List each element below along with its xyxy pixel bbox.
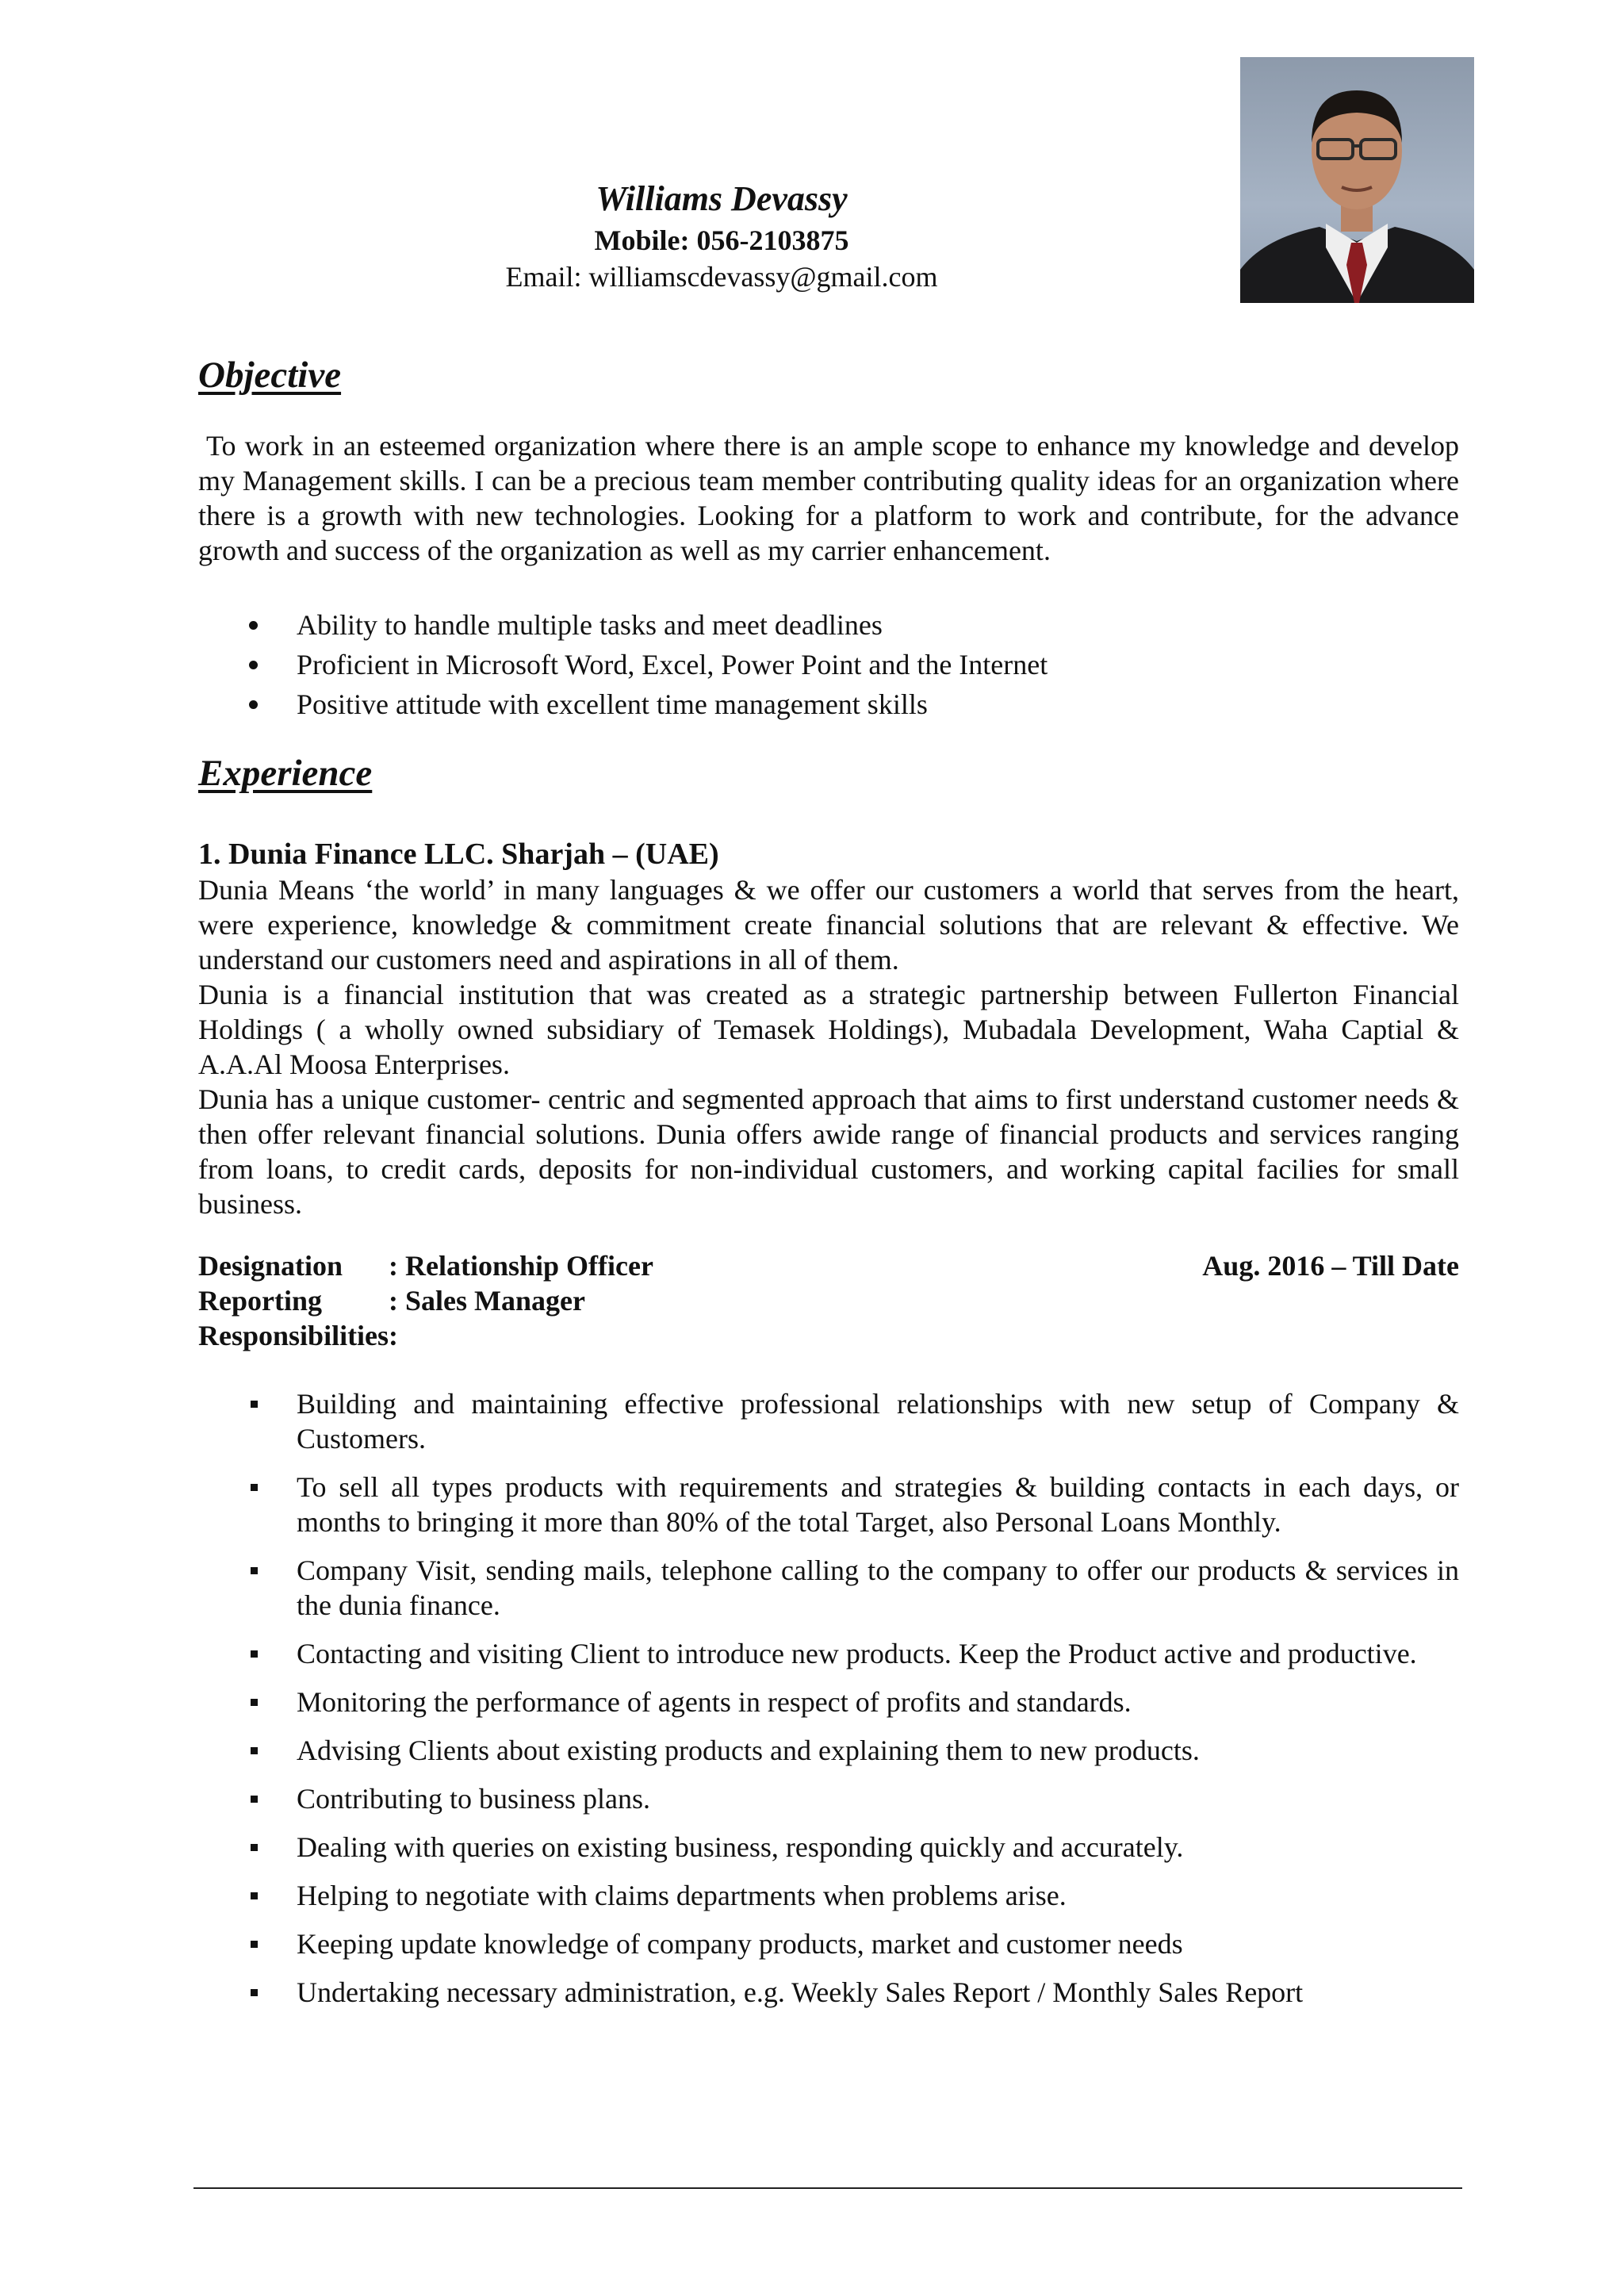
objective-text: To work in an esteemed organization where there is an ample scope to enhance my knowledge and develop my Management skills. I can be a precious team member contributing quality ideas for an organization where there is a growth with new technologies. Looking for a platform to work and contribute, for the advance growth and success of the organization as well as my carrier enhancement. bbox=[198, 430, 1459, 566]
bullet-icon bbox=[249, 661, 258, 669]
reporting-row bbox=[198, 1283, 1459, 1318]
list-item: Keeping update knowledge of company products, market and customer needs bbox=[198, 1926, 1459, 1961]
square-bullet-icon bbox=[251, 1484, 258, 1491]
designation-value: : Relationship Officer bbox=[389, 1250, 653, 1282]
portrait-illustration bbox=[1240, 57, 1474, 303]
list-item: Building and maintaining effective professional relationships with new setup of Company & Customers. bbox=[198, 1386, 1459, 1456]
list-item: Company Visit, sending mails, telephone calling to the company to offer our products & services in the dunia finance. bbox=[198, 1553, 1459, 1623]
designation-label: Designation bbox=[198, 1250, 343, 1282]
list-item: Contacting and visiting Client to introduce new products. Keep the Product active and productive. bbox=[198, 1636, 1459, 1671]
square-bullet-icon bbox=[251, 1844, 258, 1851]
square-bullet-icon bbox=[251, 1699, 258, 1706]
list-item: Proficient in Microsoft Word, Excel, Power Point and the Internet bbox=[198, 645, 1459, 684]
square-bullet-icon bbox=[251, 1989, 258, 1996]
square-bullet-icon bbox=[251, 1747, 258, 1754]
square-bullet-icon bbox=[251, 1650, 258, 1658]
list-item: Dealing with queries on existing business, responding quickly and accurately. bbox=[198, 1830, 1459, 1865]
company-description bbox=[198, 872, 1459, 1221]
bullet-icon bbox=[249, 700, 258, 709]
list-item: Advising Clients about existing products and explaining them to new products. bbox=[198, 1733, 1459, 1768]
candidate-name: Williams Devassy bbox=[596, 179, 848, 218]
company-title: 1. Dunia Finance LLC. Sharjah – (UAE) bbox=[198, 838, 719, 871]
mobile-number: Mobile: 056-2103875 bbox=[594, 224, 849, 256]
list-item: To sell all types products with requirements and strategies & building contacts in each days, or months to bringing it more than 80% of the total Target, also Personal Loans Monthly. bbox=[198, 1470, 1459, 1539]
email-address: Email: williamscdevassy@gmail.com bbox=[505, 261, 938, 293]
description-paragraph: Dunia is a financial institution that was created as a strategic partnership between Fullerton Financial Holdings ( a wholly owned subsidiary of Temasek Holdings), Mubadala Development, Waha Captial & A.A.Al Moosa Enterprises. bbox=[198, 979, 1459, 1080]
list-item: Ability to handle multiple tasks and meet deadlines bbox=[198, 605, 1459, 645]
list-item: Helping to negotiate with claims departments when problems arise. bbox=[198, 1878, 1459, 1913]
square-bullet-icon bbox=[251, 1567, 258, 1574]
experience-heading: Experience bbox=[198, 753, 373, 794]
list-item: Contributing to business plans. bbox=[198, 1781, 1459, 1816]
footer-divider bbox=[193, 2187, 1462, 2189]
list-item: Monitoring the performance of agents in respect of profits and standards. bbox=[198, 1685, 1459, 1719]
skills-list bbox=[198, 605, 1459, 724]
responsibilities-heading: Responsibilities: bbox=[198, 1320, 399, 1351]
reporting-label: Reporting bbox=[198, 1285, 322, 1317]
date-range: Aug. 2016 – Till Date bbox=[1202, 1250, 1459, 1282]
objective-heading: Objective bbox=[198, 355, 342, 396]
square-bullet-icon bbox=[251, 1892, 258, 1899]
bullet-icon bbox=[249, 621, 258, 630]
description-paragraph: Dunia Means ‘the world’ in many languages & we offer our customers a world that serves from the heart, were experience, knowledge & commitment create financial solutions that are relevant & effective. We understand our customers need and aspirations in all of them. bbox=[198, 874, 1459, 976]
square-bullet-icon bbox=[251, 1796, 258, 1803]
description-paragraph: Dunia has a unique customer- centric and segmented approach that aims to first understand customer needs & then offer relevant financial solutions. Dunia offers awide range of financial products and services ranging from loans, to credit cards, deposits for non-individual customers, and working capital facilies for small business. bbox=[198, 1083, 1459, 1220]
contact-header bbox=[317, 176, 1126, 295]
responsibilities-list bbox=[198, 1386, 1459, 2023]
square-bullet-icon bbox=[251, 1401, 258, 1408]
profile-photo bbox=[1240, 57, 1474, 303]
list-item: Undertaking necessary administration, e.g. Weekly Sales Report / Monthly Sales Report bbox=[198, 1975, 1459, 2010]
designation-row bbox=[198, 1248, 1459, 1283]
square-bullet-icon bbox=[251, 1941, 258, 1948]
reporting-value: : Sales Manager bbox=[389, 1285, 585, 1317]
list-item: Positive attitude with excellent time management skills bbox=[198, 684, 1459, 724]
